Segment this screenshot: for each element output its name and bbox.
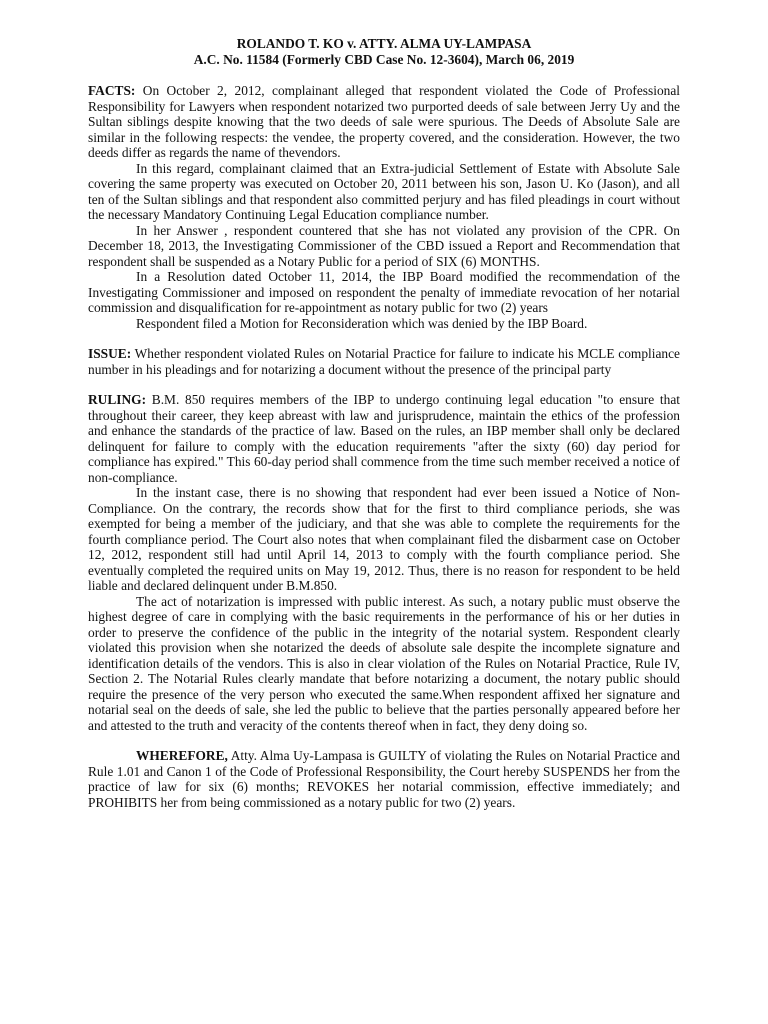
ruling-text-1: B.M. 850 requires members of the IBP to undergo continuing legal education "to ensure that throughout their career, they keep abreast with law and jurisprudence, maintain the ethics of the profession and enhance the standards of the practice of law. Based on the rules, an IBP member shall only be declared delinquent for failure to comply with the education requirements "after the sixty (60) day period for compliance has expired." This 60-day period shall commence from the time such member received a notice of non-compliance. <box>88 392 680 485</box>
issue-paragraph <box>88 346 680 377</box>
facts-heading: FACTS: <box>88 83 136 98</box>
case-citation: A.C. No. 11584 (Formerly CBD Case No. 12-3604), March 06, 2019 <box>193 51 575 67</box>
facts-section <box>88 83 680 331</box>
wherefore-paragraph <box>88 748 680 810</box>
facts-paragraph-1 <box>88 83 680 161</box>
issue-text: Whether respondent violated Rules on Notarial Practice for failure to indicate his MCLE compliance number in his pleadings and for notarizing a document without the presence of the principal party <box>88 346 680 377</box>
case-title-block <box>88 36 680 67</box>
ruling-paragraph-3: The act of notarization is impressed with public interest. As such, a notary public must observe the highest degree of care in complying with the basic requirements in the performance of his or her duties in order to preserve the confidence of the public in the integrity of the notarial system. Respondent clearly violated this provision when she notarized the deeds of absolute sale despite the incomplete signature and identification details of the vendors. This is also in clear violation of the Rules on Notarial Practice, Rule IV, Section 2. The Notarial Rules clearly mandate that before notarizing a document, the notary public should require the presence of the very person who executed the same.When respondent affixed her signature and notarial seal on the deeds of sale, she led the public to believe that the parties personally appeared before her and attested to the truth and veracity of the contents thereof when in fact, they deny doing so. <box>88 593 680 733</box>
issue-section <box>88 346 680 377</box>
facts-paragraph-3: In her Answer , respondent countered that she has not violated any provision of the CPR. On December 18, 2013, the Investigating Commissioner of the CBD issued a Report and Recommendation that respondent shall be suspended as a Notary Public for a period of SIX (6) MONTHS. <box>88 222 680 269</box>
wherefore-section <box>88 748 680 810</box>
ruling-heading: RULING: <box>88 392 147 407</box>
facts-paragraph-5: Respondent filed a Motion for Reconsideration which was denied by the IBP Board. <box>136 315 588 331</box>
ruling-paragraph-1 <box>88 392 680 485</box>
facts-text-1: On October 2, 2012, complainant alleged that respondent violated the Code of Professional Responsibility for Lawyers when respondent notarized two purported deeds of sale between Jerry Uy and the Sultan siblings despite knowing that the two deeds of sale were spurious. The Deeds of Absolute Sale are similar in the following respects: the vendee, the property covered, and the consideration. However, the two deeds differ as regards the name of thevendors. <box>88 83 680 160</box>
facts-paragraph-4: In a Resolution dated October 11, 2014, the IBP Board modified the recommendation of the Investigating Commissioner and imposed on respondent the penalty of immediate revocation of her notarial commission and disqualification for re-appointment as notary public for two (2) years <box>88 269 680 315</box>
wherefore-heading: WHEREFORE, <box>136 748 228 763</box>
document-page <box>88 36 680 825</box>
facts-paragraph-2: In this regard, complainant claimed that an Extra-judicial Settlement of Estate with Absolute Sale covering the same property was executed on October 20, 2011 between his son, Jason U. Ko (Jason), and all ten of the Sultan siblings and that respondent also committed perjury and has filed pleadings in court without the necessary Mandatory Continuing Legal Education compliance number. <box>88 160 680 222</box>
ruling-section <box>88 392 680 733</box>
issue-heading: ISSUE: <box>88 346 132 361</box>
wherefore-text: Atty. Alma Uy-Lampasa is GUILTY of violating the Rules on Notarial Practice and Rule 1.01 and Canon 1 of the Code of Professional Responsibility, the Court hereby SUSPENDS her from the practice of law for six (6) months; REVOKES her notarial commission, effective immediately; and PROHIBITS her from being commissioned as a notary public for two (2) years. <box>88 748 680 810</box>
case-title: ROLANDO T. KO v. ATTY. ALMA UY-LAMPASA <box>236 36 532 51</box>
ruling-paragraph-2: In the instant case, there is no showing that respondent had ever been issued a Notice of Non-Compliance. On the contrary, the records show that for the first to third compliance periods, she was exempted for being a member of the judiciary, and that she was able to complete the requirements for the fourth compliance period. The Court also notes that when complainant filed the disbarment case on October 12, 2012, respondent still had until April 14, 2013 to comply with the fourth compliance period. She eventually completed the required units on May 19, 2012. Thus, there is no reason for respondent to be held liable and declared delinquent under B.M.850. <box>88 485 680 593</box>
